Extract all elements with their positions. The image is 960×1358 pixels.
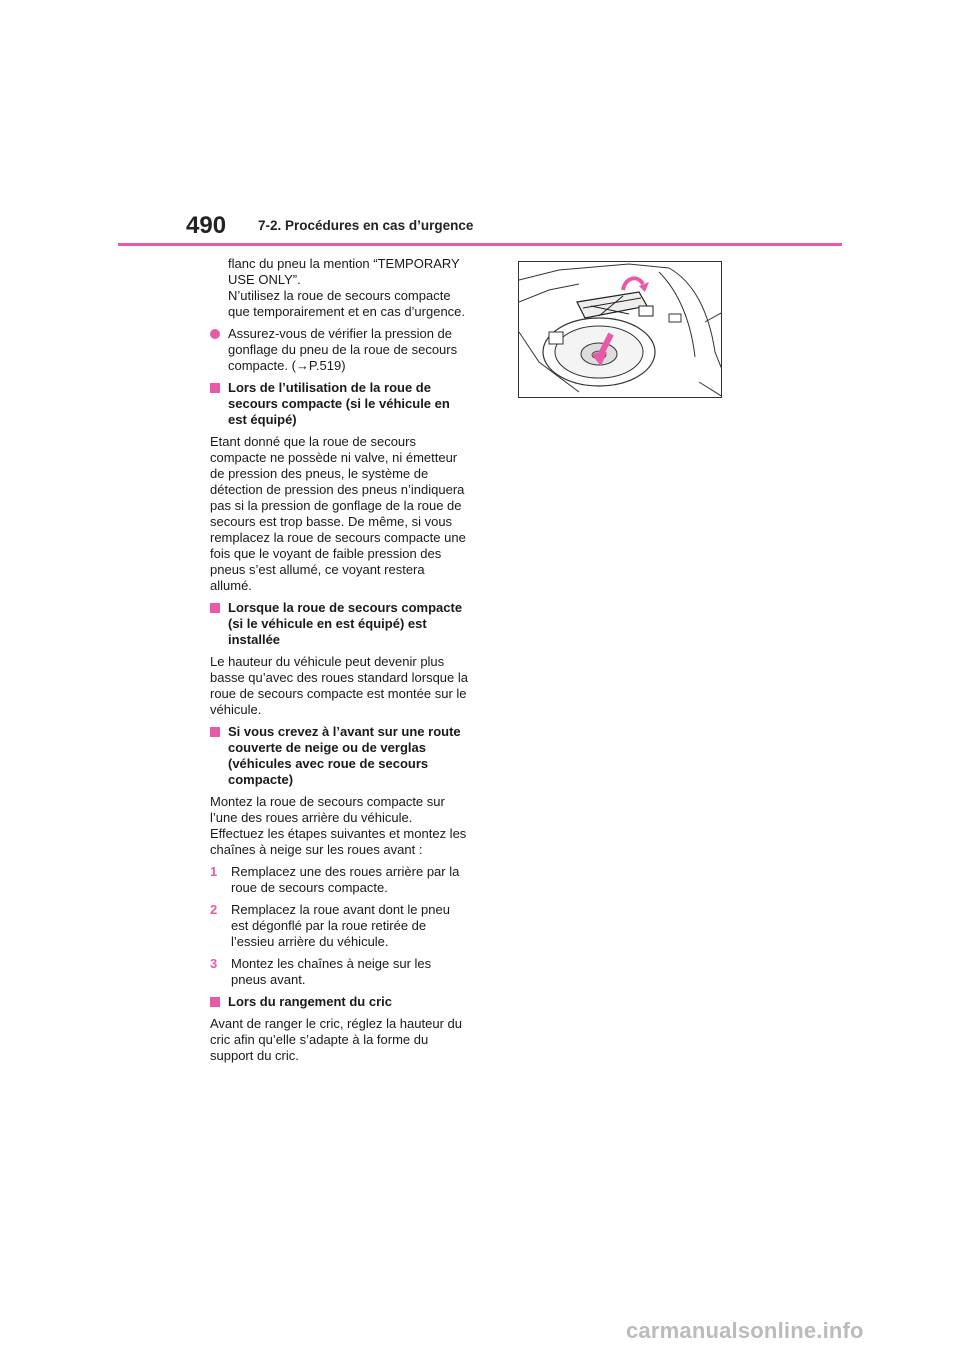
watermark-text: carmanualsonline.info bbox=[626, 1318, 864, 1343]
step-item bbox=[210, 864, 468, 896]
section-heading-text: Lors de l’utilisation de la roue de secours compacte (si le véhicule en est équipé) bbox=[228, 380, 450, 427]
section-heading bbox=[210, 994, 468, 1010]
square-bullet-icon bbox=[210, 997, 220, 1007]
jack-storage-illustration bbox=[518, 261, 722, 398]
page-number: 490 bbox=[186, 212, 227, 239]
step-number: 1 bbox=[210, 864, 218, 879]
step-number: 2 bbox=[210, 902, 218, 917]
square-bullet-icon bbox=[210, 603, 220, 613]
text-column bbox=[210, 256, 468, 1070]
bullet-item bbox=[210, 326, 468, 374]
section-heading bbox=[210, 724, 468, 788]
section-body: Montez la roue de secours compacte sur l’une des roues arrière du véhicule. Effectuez les étapes suivantes et montez les chaînes à neige sur les roues avant : bbox=[210, 794, 467, 857]
intro-continuation: flanc du pneu la mention “TEMPORARY USE ONLY”. N’utilisez la roue de secours compacte que temporairement et en cas d’urgence. bbox=[228, 256, 466, 319]
step-text: Remplacez la roue avant dont le pneu est dégonflé par la roue retirée de l’essieu arrière du véhicule. bbox=[231, 902, 450, 949]
step-text: Montez les chaînes à neige sur les pneus avant. bbox=[231, 956, 432, 987]
header-rule bbox=[118, 243, 842, 246]
section-body: Le hauteur du véhicule peut devenir plus basse qu’avec des roues standard lorsque la roue de secours compacte est montée sur le véhicule. bbox=[210, 654, 468, 717]
trunk-illustration-svg bbox=[519, 262, 722, 398]
jack-shape bbox=[577, 292, 653, 318]
step-item bbox=[210, 956, 468, 988]
section-heading-text: Lorsque la roue de secours compacte (si le véhicule en est équipé) est installée bbox=[228, 600, 463, 647]
step-item bbox=[210, 902, 468, 950]
section-body: Etant donné que la roue de secours compacte ne possède ni valve, ni émetteur de pression des pneus, le système de détection de pression des pneus n’indiquera pas si la pression de gonflage de la roue de secours est trop basse. De même, si vous remplacez la roue de secours compacte une fois que le voyant de faible pression des pneus s’est allumé, ce voyant restera allumé. bbox=[210, 434, 466, 593]
section-heading bbox=[210, 600, 468, 648]
bullet-dot-icon bbox=[210, 329, 220, 339]
section-heading-text: Si vous crevez à l’avant sur une route couverte de neige ou de verglas (véhicules avec roue de secours compacte) bbox=[228, 724, 461, 787]
step-text: Remplacez une des roues arrière par la roue de secours compacte. bbox=[231, 864, 460, 895]
section-heading-text: Lors du rangement du cric bbox=[228, 994, 392, 1009]
section-body: Avant de ranger le cric, réglez la hauteur du cric afin qu’elle s’adapte à la forme du support du cric. bbox=[210, 1016, 462, 1063]
section-heading bbox=[210, 380, 468, 428]
square-bullet-icon bbox=[210, 383, 220, 393]
square-bullet-icon bbox=[210, 727, 220, 737]
bullet-text: Assurez-vous de vérifier la pression de gonflage du pneu de la roue de secours compacte. (→P.519) bbox=[228, 326, 458, 373]
step-number: 3 bbox=[210, 956, 218, 971]
section-title: 7-2. Procédures en cas d’urgence bbox=[258, 218, 474, 233]
